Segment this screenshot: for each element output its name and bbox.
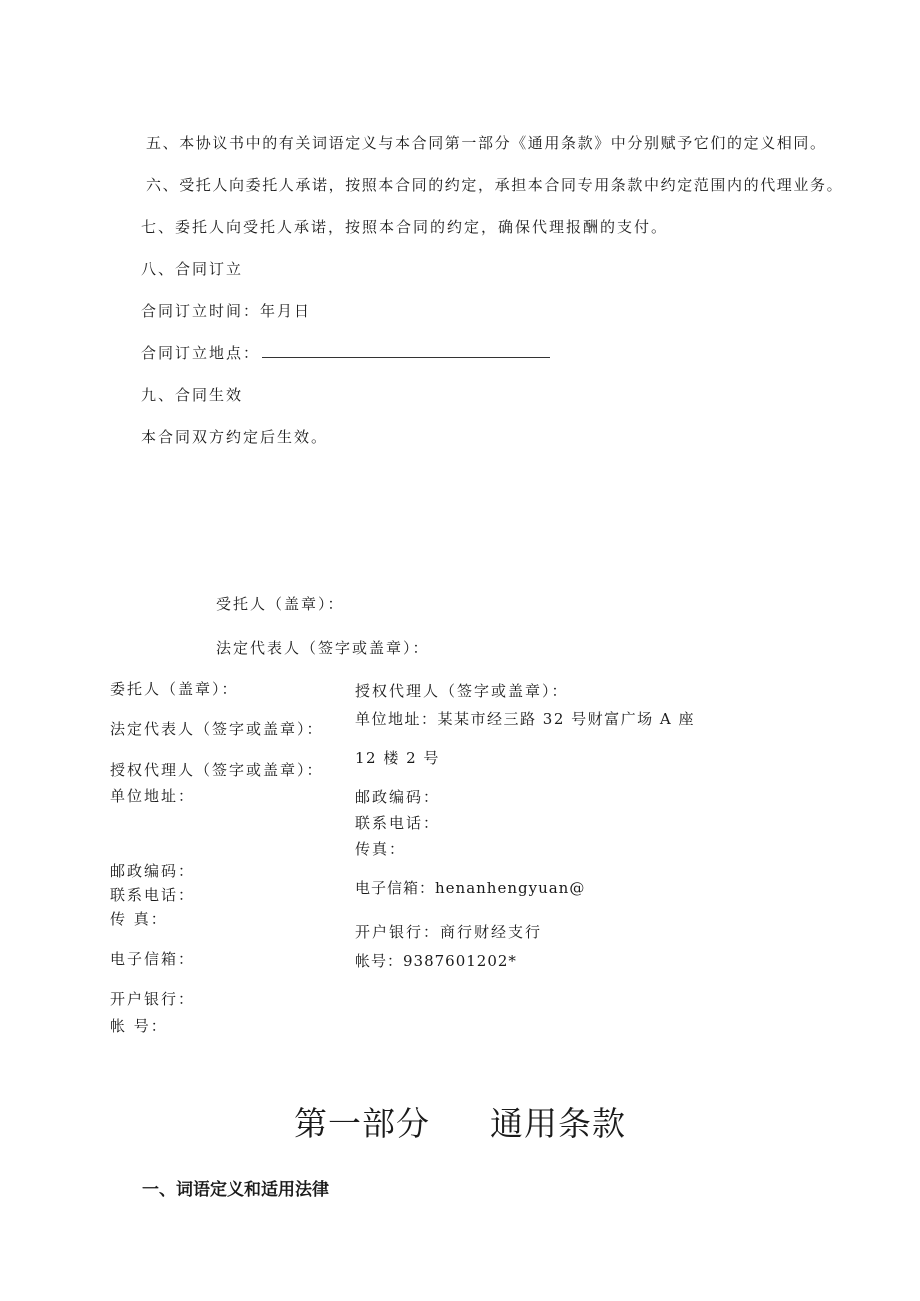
principal-phone: 联系电话： — [110, 886, 196, 904]
clause-9-heading: 九、合同生效 — [141, 386, 244, 404]
trustee-account: 帐号：9387601202* — [355, 952, 517, 970]
effect-text: 本合同双方约定后生效。 — [141, 428, 329, 446]
clause-8-heading: 八、合同订立 — [141, 260, 244, 278]
clause-7: 七、委托人向受托人承诺，按照本合同的约定，确保代理报酬的支付。 — [141, 218, 669, 236]
principal-fax: 传 真： — [110, 910, 168, 928]
trustee-phone: 联系电话： — [355, 814, 441, 832]
signing-time: 合同订立时间：年月日 — [141, 302, 312, 320]
principal-bank: 开户银行： — [110, 990, 196, 1008]
trustee-email: 电子信箱：henanhengyuan@ — [355, 879, 586, 897]
signing-place — [141, 343, 550, 363]
principal-email: 电子信箱： — [110, 950, 196, 968]
principal-legal-rep: 法定代表人（签字或盖章）： — [110, 720, 324, 738]
principal-address: 单位地址： — [110, 787, 196, 805]
principal-postcode: 邮政编码： — [110, 862, 196, 880]
trustee-agent: 授权代理人（签字或盖章）： — [355, 682, 569, 700]
principal-agent: 授权代理人（签字或盖章）： — [110, 761, 324, 779]
principal-seal: 委托人（盖章）： — [110, 680, 239, 698]
trustee-legal-rep-top: 法定代表人（签字或盖章）： — [216, 639, 430, 657]
signing-place-label: 合同订立地点： — [141, 344, 261, 362]
clause-6: 六、受托人向委托人承诺，按照本合同的约定，承担本合同专用条款中约定范围内的代理业务。 — [146, 176, 844, 194]
trustee-seal-top: 受托人（盖章）： — [216, 595, 345, 613]
part-name: 通用条款 — [490, 1104, 626, 1143]
trustee-postcode: 邮政编码： — [355, 788, 441, 806]
trustee-bank: 开户银行：商行财经支行 — [355, 923, 543, 941]
part-number: 第一部分 — [294, 1104, 430, 1143]
signing-place-blank — [262, 343, 550, 358]
trustee-fax: 传真： — [355, 840, 407, 858]
principal-account: 帐 号： — [110, 1017, 168, 1035]
clause-5: 五、本协议书中的有关词语定义与本合同第一部分《通用条款》中分别赋予它们的定义相同。 — [146, 134, 827, 152]
trustee-address-line2: 12 楼 2 号 — [355, 749, 440, 767]
trustee-address-line1: 单位地址：某某市经三路 32 号财富广场 A 座 — [355, 710, 695, 728]
section-1-heading: 一、词语定义和适用法律 — [142, 1180, 329, 1200]
part-title — [0, 1102, 920, 1146]
